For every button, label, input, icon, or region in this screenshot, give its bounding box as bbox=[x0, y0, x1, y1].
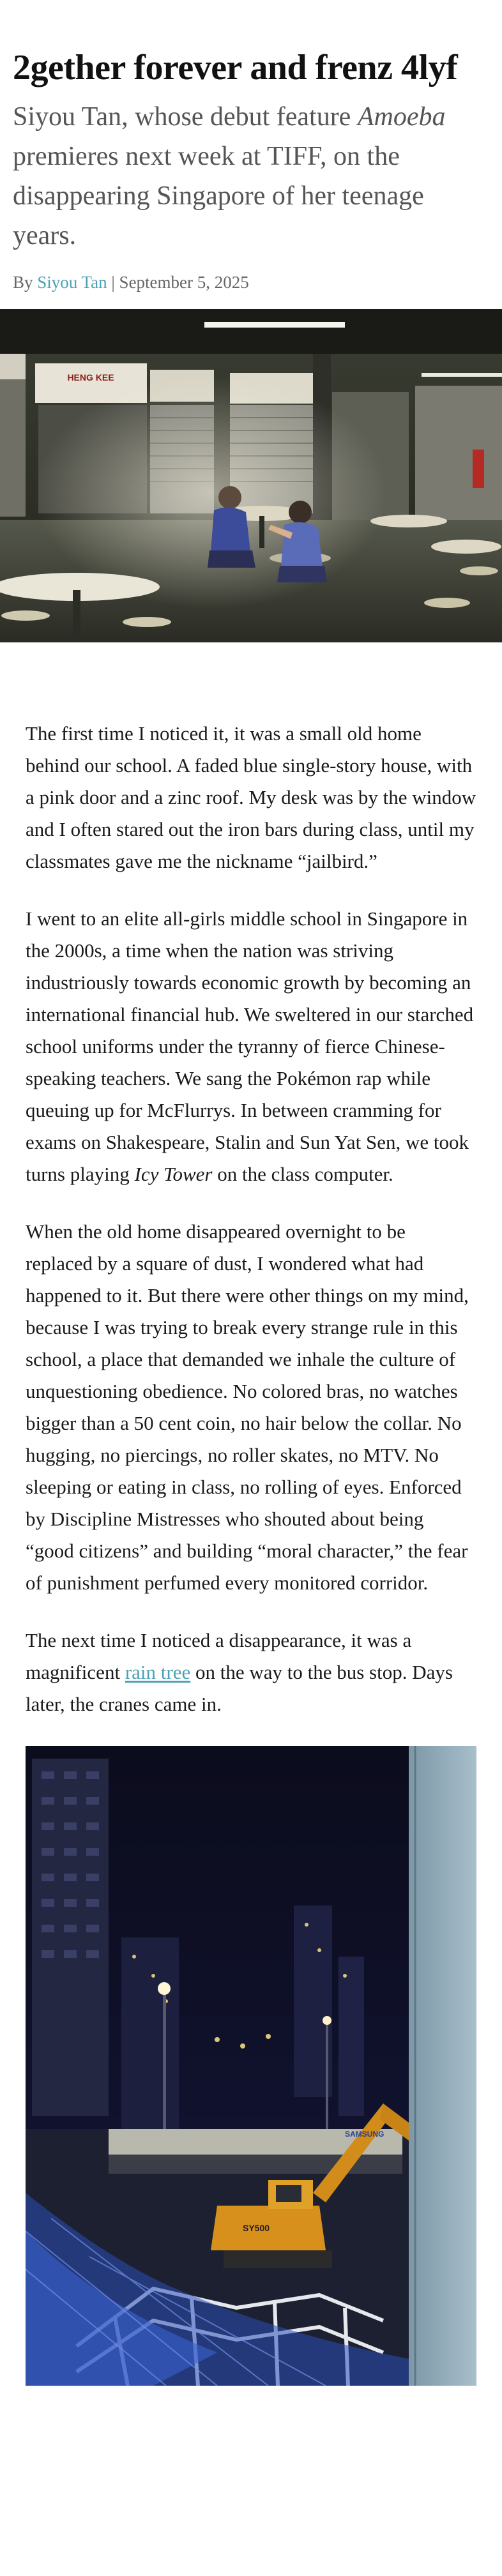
article-title: 2gether forever and frenz 4lyf bbox=[13, 48, 458, 87]
paragraph-1: The first time I noticed it, it was a small old home behind our school. A faded blue single-story house, with a pink door and a zinc roof. My desk was by the window and I often stared out the iron bars during class, until my classmates gave me the nickname “jailbird.” bbox=[26, 722, 476, 872]
excavator-model-text: SY500 bbox=[243, 2223, 270, 2233]
paragraph-4-text: The next time I noticed a disappearance, it was a magnificent bbox=[26, 1629, 412, 1683]
author-link[interactable]: Siyou Tan bbox=[37, 273, 107, 292]
rain-tree-link[interactable]: rain tree bbox=[125, 1661, 191, 1683]
article-header bbox=[0, 0, 502, 295]
paragraph-2 bbox=[26, 903, 476, 1190]
hoarding-brand-text: SAMSUNG bbox=[345, 2130, 384, 2139]
byline bbox=[13, 269, 489, 295]
publish-date: September 5, 2025 bbox=[119, 273, 249, 292]
game-title: Icy Tower bbox=[134, 1163, 213, 1185]
dek-text-start: Siyou Tan, whose debut feature bbox=[13, 102, 358, 132]
byline-prefix: By bbox=[13, 273, 38, 292]
film-title: Amoeba bbox=[357, 102, 446, 132]
dek-text-end: premieres next week at TIFF, on the disappearing Singapore of her teenage years. bbox=[13, 142, 424, 250]
article-body bbox=[0, 718, 502, 1720]
paragraph-2-end: on the class computer. bbox=[212, 1163, 393, 1185]
hero-image-hawker-centre bbox=[0, 309, 502, 642]
paragraph-3: When the old home disappeared overnight to be replaced by a square of dust, I wondered what had happened to it. But there were other things on my mind, because I was trying to break every strange rule in this school, a place that demanded we inhale the culture of unquestioning obedience. No colored bras, no watches bigger than a 50 cent coin, no hair below the collar. No hugging, no piercings, no roller skates, no MTV. No sleeping or eating in class, no rolling of eyes. Enforced by Discipline Mistresses who shouted about being “good citizens” and building “moral character,” the fear of punishment perfumed every monitored corridor. bbox=[26, 1220, 469, 1594]
paragraph-4 bbox=[26, 1625, 476, 1720]
paragraph-2-text: I went to an elite all-girls middle school in Singapore in the 2000s, a time when the nation was striving industriously towards economic growth by becoming an international financial hub. We sweltered in our starched school uniforms under the tyranny of fierce Chinese-speaking teachers. We sang the Pokémon rap while queuing up for McFlurrys. In between cramming for exams on Shakespeare, Stalin and Sun Yat Sen, we took turns playing bbox=[26, 907, 474, 1185]
construction-site-photo bbox=[26, 1746, 476, 2386]
paragraph-4-end: on the way to the bus stop. Days later, the cranes came in. bbox=[26, 1661, 453, 1715]
byline-separator: | bbox=[107, 273, 119, 292]
article-dek bbox=[13, 97, 489, 255]
